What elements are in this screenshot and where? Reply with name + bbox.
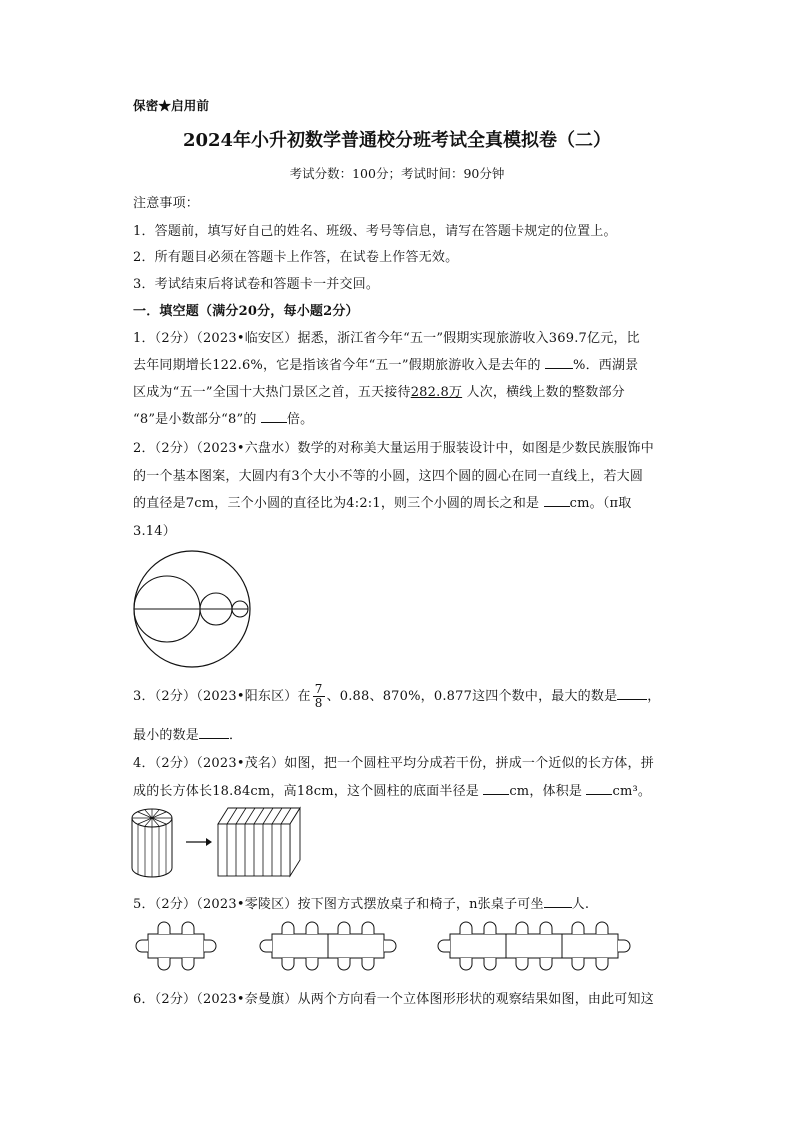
- question-5-text: 人.: [571, 897, 590, 912]
- notice-item: 2．所有题目必须在答题卡上作答，在试卷上作答无效。: [133, 250, 459, 265]
- secret-label: 保密★启用前: [133, 98, 210, 113]
- question-3-text: 最小的数是: [133, 728, 200, 743]
- question-1-line: 1．（2分）（2023•临安区）据悉，浙江省今年“五一”假期实现旅游收入369.7亿元，比: [133, 331, 640, 346]
- section-heading: 一．填空题（满分20分，每小题2分）: [133, 304, 359, 319]
- question-1-line: [133, 381, 625, 400]
- question-3-text: 3．（2分）（2023•阳东区）在: [133, 689, 311, 704]
- notice-item: 3．考试结束后将试卷和答题卡一并交回。: [133, 277, 380, 292]
- question-6-line: 6．（2分）（2023•奈曼旗）从两个方向看一个立体图形形状的观察结果如图，由此可知这: [133, 992, 654, 1007]
- tables-chairs-figure: [130, 918, 670, 974]
- underlined-number: 282.8万: [410, 385, 463, 400]
- question-3-line: [133, 683, 660, 710]
- question-2-line: [133, 492, 631, 511]
- question-1-text: 区成为“五一”全国十大热门景区之首，五天接待: [133, 385, 411, 400]
- answer-blank[interactable]: [544, 896, 572, 908]
- answer-blank[interactable]: [544, 495, 570, 507]
- question-2-line: 的一个基本图案，大圆内有3个大小不等的小圆，这四个圆的圆心在同一直线上，若大圆: [133, 469, 644, 484]
- answer-blank[interactable]: [545, 357, 573, 369]
- question-3-text: ，: [647, 689, 661, 704]
- exam-info: 考试分数：100分；考试时间：90分钟: [289, 166, 505, 181]
- question-2-text: cm。（π取: [569, 496, 632, 511]
- answer-blank[interactable]: [483, 783, 509, 795]
- question-3-text: 、0.88、870%，0.877这四个数中，最大的数是: [326, 689, 618, 704]
- answer-blank[interactable]: [617, 688, 647, 700]
- question-2-line: 3.14）: [133, 524, 176, 539]
- page-title: 2024年小升初数学普通校分班考试全真模拟卷（二）: [182, 130, 612, 151]
- question-4-line: [133, 780, 651, 799]
- answer-blank[interactable]: [199, 727, 229, 739]
- answer-blank[interactable]: [586, 783, 612, 795]
- question-1-line: [133, 354, 638, 373]
- question-5-text: 5．（2分）（2023•零陵区）按下图方式摆放桌子和椅子，n张桌子可坐: [133, 897, 544, 912]
- question-2-line: 2．（2分）（2023•六盘水）数学的对称美大量运用于服装设计中，如图是少数民族服饰中: [133, 441, 654, 456]
- question-5-line: [133, 893, 589, 912]
- cylinder-to-cuboid-figure: [128, 802, 304, 882]
- question-1-text: %．西湖景: [573, 358, 639, 373]
- question-4-text: cm³。: [612, 784, 652, 799]
- notice-item: 1．答题前，填写好自己的姓名、班级、考号等信息，请写在答题卡规定的位置上。: [133, 224, 617, 239]
- circles-figure: [130, 548, 254, 672]
- fraction: $\frac{7}{8}$: [314, 682, 323, 710]
- question-3-line: [133, 724, 242, 743]
- question-1-text: 倍。: [286, 412, 314, 427]
- question-1-line: [133, 408, 313, 427]
- question-4-text: 成的长方体长18.84cm，高18cm，这个圆柱的底面半径是: [133, 784, 479, 799]
- question-1-text: “8”是小数部分“8”的: [133, 412, 257, 427]
- question-2-text: 的直径是7cm，三个小圆的直径比为4:2:1，则三个小圆的周长之和是: [133, 496, 540, 511]
- question-1-text: 人次，横线上数的整数部分: [466, 385, 625, 400]
- answer-blank[interactable]: [261, 411, 287, 423]
- question-3-text: ．: [229, 728, 243, 743]
- question-4-line: 4．（2分）（2023•茂名）如图，把一个圆柱平均分成若干份，拼成一个近似的长方体，拼: [133, 756, 654, 771]
- question-4-text: cm，体积是: [509, 784, 583, 799]
- question-1-text: 去年同期增长122.6%，它是指该省今年“五一”假期旅游收入是去年的: [133, 358, 541, 373]
- notice-heading: 注意事项：: [133, 196, 200, 211]
